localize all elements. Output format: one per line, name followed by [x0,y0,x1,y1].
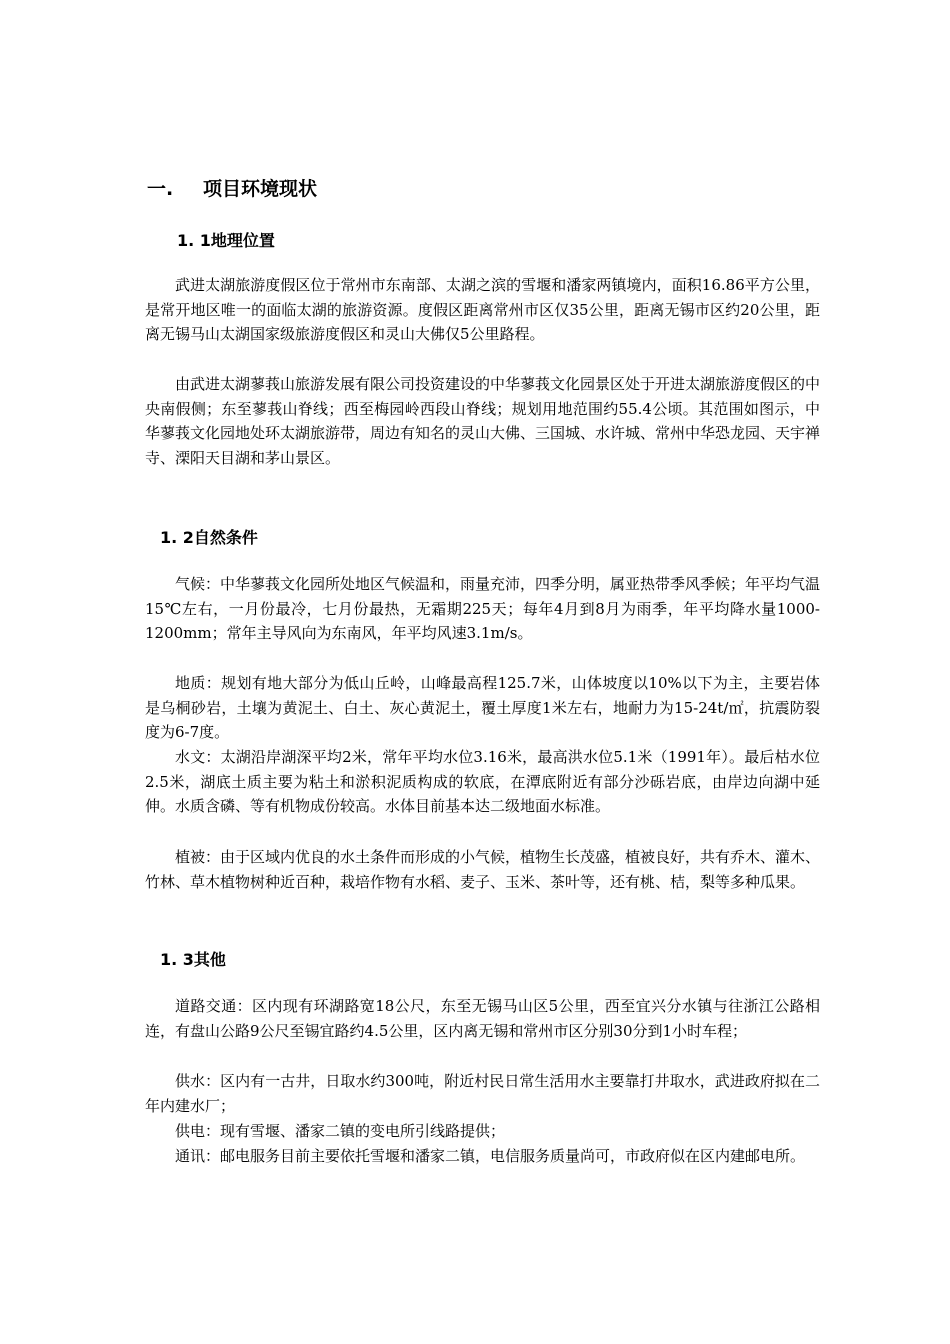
chapter-number: 一. [147,178,174,200]
section-heading-other: 1. 3其他 [160,950,226,969]
paragraph: 植被：由于区域内优良的水土条件而形成的小气候，植物生长茂盛，植被良好，共有乔木、灌木、竹林、草木植物树种近百种，栽培作物有水稻、麦子、玉米、茶叶等，还有桃、桔，梨等多种瓜果。 [145,848,821,891]
paragraph: 地质：规划有地大部分为低山丘岭，山峰最高程125.7米，山体坡度以10%以下为主，主要岩体是乌桐砂岩，土壤为黄泥土、白土、灰心黄泥土，覆土厚度1米左右，地耐力为15-24t/㎡，抗震防裂度为6-7度。 [145,674,820,741]
paragraph: 气候：中华蓼莪文化园所处地区气候温和，雨量充沛，四季分明，属亚热带季风季候；年平均气温15℃左右，一月份最冷，七月份最热，无霜期225天；每年4月到8月为雨季，年平均降水量1000-1200mm；常年主导风向为东南风，年平均风速3.1m/s。 [145,575,821,642]
paragraph: 武进太湖旅游度假区位于常州市东南部、太湖之滨的雪堰和潘家两镇境内，面积16.86平方公里，是常开地区唯一的面临太湖的旅游资源。度假区距离常州市区仅35公里，距离无锡市区约20公里，距离无锡马山太湖国家级旅游度假区和灵山大佛仅5公里路程。 [145,276,820,343]
paragraph: 道路交通：区内现有环湖路宽18公尺，东至无锡马山区5公里，西至宜兴分水镇与往浙江公路相连，有盘山公路9公尺至锡宜路约4.5公里，区内离无锡和常州市区分别30分到1小时车程； [145,997,820,1040]
section-heading-geography: 1. 1地理位置 [177,231,275,250]
chapter-heading [147,174,317,201]
section-heading-natural-conditions: 1. 2自然条件 [160,528,258,547]
paragraph: 水文：太湖沿岸湖深平均2米，常年平均水位3.16米，最高洪水位5.1米（1991年）。最后枯水位2.5米，湖底土质主要为粘土和淤积泥质构成的软底，在潭底附近有部分沙砾岩底，由岸边向湖中延伸。水质含磷、等有机物成份较高。水体目前基本达二级地面水标准。 [145,748,820,815]
paragraph: 供水：区内有一古井，日取水约300吨，附近村民日常生活用水主要靠打井取水，武进政府拟在二年内建水厂； [145,1072,820,1115]
paragraph: 通讯：邮电服务目前主要依托雪堰和潘家二镇，电信服务质量尚可，市政府似在区内建邮电所。 [175,1147,806,1165]
chapter-title: 项目环境现状 [203,178,318,200]
paragraph: 供电：现有雪堰、潘家二镇的变电所引线路提供； [175,1122,506,1140]
paragraph: 由武进太湖蓼莪山旅游发展有限公司投资建设的中华蓼莪文化园景区处于开进太湖旅游度假区的中央南假侧；东至蓼莪山脊线；西至梅园岭西段山脊线；规划用地范围约55.4公顷。其范围如图示，中华蓼莪文化园地处环太湖旅游带，周边有知名的灵山大佛、三国城、水许城、常州中华恐龙园、天宇禅寺、溧阳天目湖和茅山景区。 [145,375,821,467]
